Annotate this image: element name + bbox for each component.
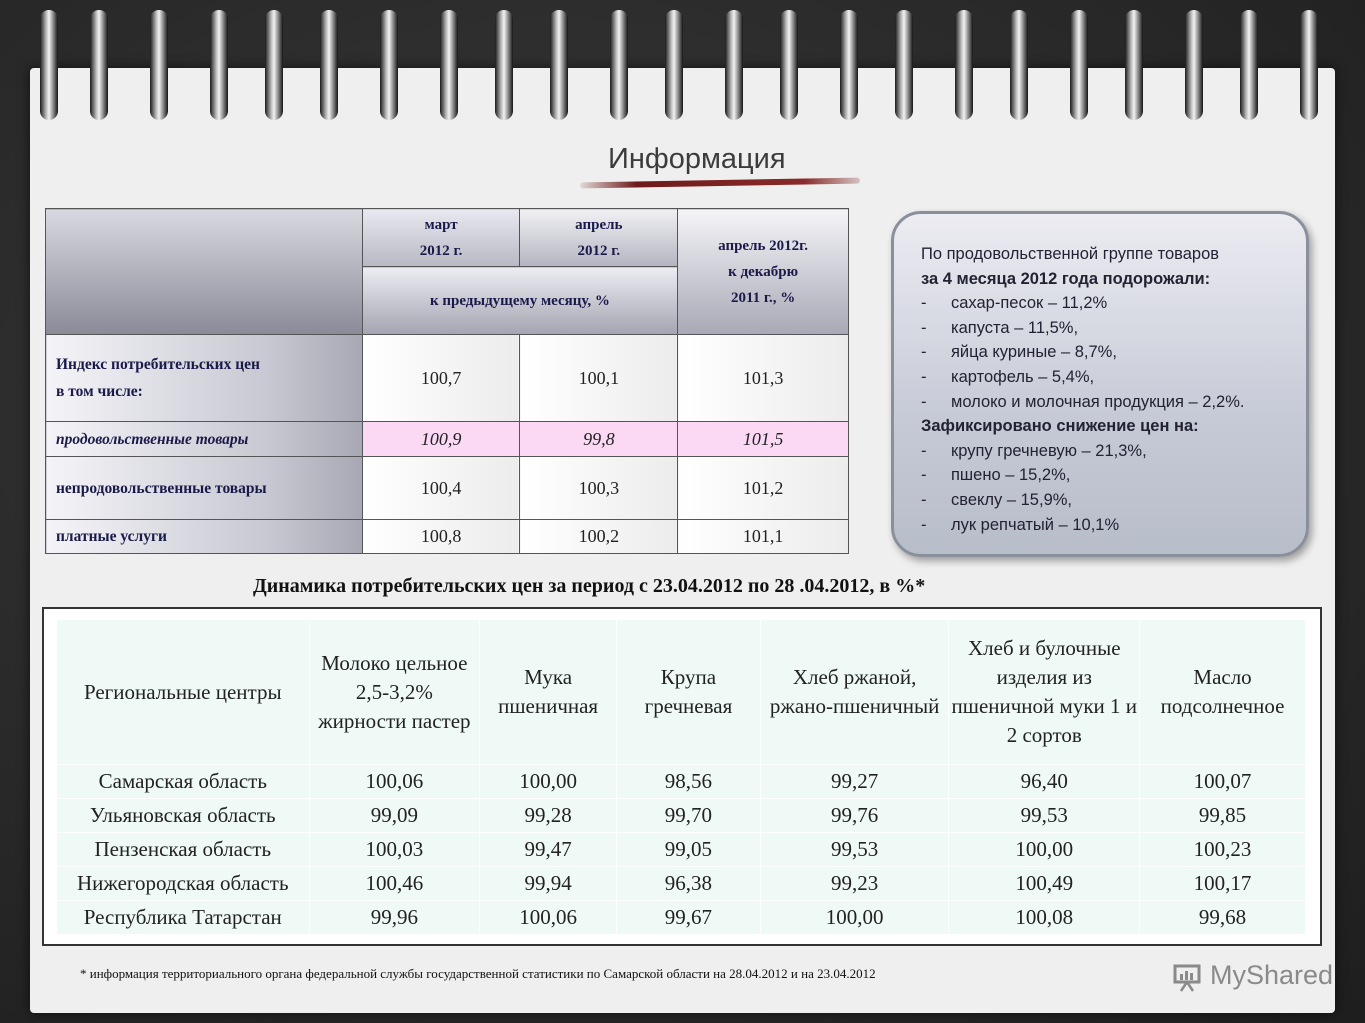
binding-ring [780, 10, 798, 120]
cpi-header-dec-line1: апрель 2012г. [718, 237, 809, 254]
value-cell: 100,23 [1140, 833, 1306, 867]
binding-ring [380, 10, 398, 120]
cpi-header-april-year: 2012 г. [577, 242, 621, 259]
value-cell: 100,8 [362, 520, 520, 554]
value-cell: 99,28 [480, 799, 617, 833]
binding-ring [440, 10, 458, 120]
binding-ring [265, 10, 283, 120]
value-cell: 100,3 [520, 457, 678, 520]
list-dash: - [921, 294, 927, 313]
binding-ring [1240, 10, 1258, 120]
list-item-text: крупу гречневую – 21,3%, [951, 441, 1147, 460]
region-name-cell: Самарская область [57, 765, 310, 799]
value-cell: 99,85 [1140, 799, 1306, 833]
list-dash: - [921, 490, 927, 509]
binding-ring [1070, 10, 1088, 120]
value-cell: 100,1 [520, 335, 678, 422]
row-label: непродовольственные товары [46, 457, 363, 520]
list-item-text: сахар-песок – 11,2% [951, 294, 1108, 313]
value-cell: 101,3 [678, 335, 849, 422]
list-item [921, 513, 1296, 538]
value-cell: 99,96 [309, 901, 480, 935]
binding-ring [320, 10, 338, 120]
myshared-watermark: MyShared [1210, 960, 1334, 990]
value-cell: 99,53 [949, 799, 1140, 833]
list-dash: - [921, 441, 927, 460]
binding-ring [150, 10, 168, 120]
cpi-header-march [362, 209, 520, 267]
cpi-header-april-month: апрель [575, 216, 623, 233]
cpi-header-dec-line2: к декабрю [728, 263, 799, 280]
table-row [57, 799, 1306, 833]
binding-ring [40, 10, 58, 120]
binding-ring [610, 10, 628, 120]
column-header: Крупа гречневая [617, 620, 761, 765]
presentation-icon [1172, 962, 1202, 992]
regional-prices-table-frame [42, 607, 1322, 946]
value-cell: 100,06 [480, 901, 617, 935]
table-row [57, 765, 1306, 799]
value-cell: 99,68 [1140, 901, 1306, 935]
value-cell: 100,7 [362, 335, 520, 422]
value-cell: 99,27 [760, 765, 949, 799]
cpi-header-april [520, 209, 678, 267]
value-cell: 100,9 [362, 422, 520, 457]
list-item [921, 291, 1296, 316]
binding-ring [665, 10, 683, 120]
region-name-cell: Ульяновская область [57, 799, 310, 833]
value-cell: 100,06 [309, 765, 480, 799]
binding-ring [1300, 10, 1318, 120]
value-cell: 99,47 [480, 833, 617, 867]
table-row [46, 457, 849, 520]
value-cell: 100,4 [362, 457, 520, 520]
value-cell: 99,76 [760, 799, 949, 833]
table-header-row [57, 620, 1306, 765]
cpi-header-march-year: 2012 г. [419, 242, 463, 259]
value-cell: 98,56 [617, 765, 761, 799]
value-cell: 99,94 [480, 867, 617, 901]
list-item-text: яйца куриные – 8,7%, [951, 343, 1117, 362]
row-label-line2: в том числе: [56, 383, 143, 400]
info-line-2: за 4 месяца 2012 года подорожали: [921, 269, 1211, 288]
binding-ring [1010, 10, 1028, 120]
list-item [921, 488, 1296, 513]
cpi-header-dec-line3: 2011 г., % [730, 289, 796, 306]
info-line-1: По продовольственной группе товаров [921, 245, 1220, 263]
value-cell: 100,49 [949, 867, 1140, 901]
list-item [921, 340, 1296, 365]
section-subtitle: Динамика потребительских цен за период с 23.04.2012 по 28 .04.2012, в %* [253, 575, 926, 597]
value-cell: 100,00 [949, 833, 1140, 867]
list-item [921, 316, 1296, 341]
list-item-text: капуста – 11,5%, [951, 318, 1079, 337]
table-row [46, 520, 849, 554]
table-row [57, 901, 1306, 935]
value-cell: 99,8 [520, 422, 678, 457]
value-cell: 101,2 [678, 457, 849, 520]
regional-prices-table [56, 619, 1306, 935]
value-cell: 96,38 [617, 867, 761, 901]
price-change-info-box [891, 211, 1309, 557]
list-dash: - [921, 367, 927, 386]
row-label [46, 335, 363, 422]
value-cell: 99,05 [617, 833, 761, 867]
table-row [57, 833, 1306, 867]
column-header: Региональные центры [57, 620, 310, 765]
list-dash: - [921, 343, 927, 362]
value-cell: 100,2 [520, 520, 678, 554]
spiral-binding [0, 0, 1365, 130]
regional-prices-body [57, 765, 1306, 935]
region-name-cell: Нижегородская область [57, 867, 310, 901]
binding-ring [725, 10, 743, 120]
list-item-text: пшено – 15,2%, [951, 466, 1071, 485]
binding-ring [1125, 10, 1143, 120]
value-cell: 96,40 [949, 765, 1140, 799]
cpi-table [45, 208, 849, 554]
list-dash: - [921, 515, 927, 534]
value-cell: 99,23 [760, 867, 949, 901]
column-header: Молоко цельное 2,5-3,2% жирности пастер [309, 620, 480, 765]
table-row [46, 335, 849, 422]
list-dash: - [921, 466, 927, 485]
binding-ring [1185, 10, 1203, 120]
list-item [921, 463, 1296, 488]
value-cell: 101,5 [678, 422, 849, 457]
binding-ring [955, 10, 973, 120]
list-dash: - [921, 392, 927, 411]
row-label: продовольственные товары [46, 422, 363, 457]
cpi-table-corner [46, 209, 363, 335]
column-header: Масло подсолнечное [1140, 620, 1306, 765]
row-label: платные услуги [46, 520, 363, 554]
value-cell: 100,03 [309, 833, 480, 867]
value-cell: 100,07 [1140, 765, 1306, 799]
column-header: Хлеб и булочные изделия из пшеничной муки 1 и 2 сортов [949, 620, 1140, 765]
binding-ring [90, 10, 108, 120]
region-name-cell: Пензенская область [57, 833, 310, 867]
value-cell: 100,17 [1140, 867, 1306, 901]
table-row [57, 867, 1306, 901]
column-header: Мука пшеничная [480, 620, 617, 765]
value-cell: 99,53 [760, 833, 949, 867]
footnote: * информация территориального органа федеральной службы государственной статистики по Самарской области на 28.04.2012 и на 23.04.2012 [80, 966, 876, 981]
list-item [921, 365, 1296, 390]
binding-ring [550, 10, 568, 120]
cpi-header-march-month: март [424, 216, 458, 233]
info-line-down: Зафиксировано снижение цен на: [921, 417, 1199, 436]
page-title: Информация [608, 143, 786, 175]
list-item-text: свеклу – 15,9%, [951, 490, 1073, 509]
value-cell: 101,1 [678, 520, 849, 554]
value-cell: 100,46 [309, 867, 480, 901]
list-item [921, 439, 1296, 464]
value-cell: 100,00 [480, 765, 617, 799]
binding-ring [840, 10, 858, 120]
value-cell: 99,09 [309, 799, 480, 833]
table-row [46, 422, 849, 457]
binding-ring [210, 10, 228, 120]
row-label-line1: Индекс потребительских цен [56, 356, 260, 373]
cpi-header-dec [678, 209, 849, 335]
cpi-subheader: к предыдущему месяцу, % [362, 267, 678, 335]
binding-ring [495, 10, 513, 120]
region-name-cell: Республика Татарстан [57, 901, 310, 935]
value-cell: 100,08 [949, 901, 1140, 935]
column-header: Хлеб ржаной, ржано-пшеничный [760, 620, 949, 765]
list-dash: - [921, 318, 927, 337]
value-cell: 99,67 [617, 901, 761, 935]
list-item [921, 390, 1296, 415]
list-item-text: лук репчатый – 10,1% [951, 515, 1120, 534]
value-cell: 100,00 [760, 901, 949, 935]
list-item-text: картофель – 5,4%, [951, 367, 1095, 386]
list-item-text: молоко и молочная продукция – 2,2%. [951, 392, 1245, 411]
binding-ring [895, 10, 913, 120]
value-cell: 99,70 [617, 799, 761, 833]
